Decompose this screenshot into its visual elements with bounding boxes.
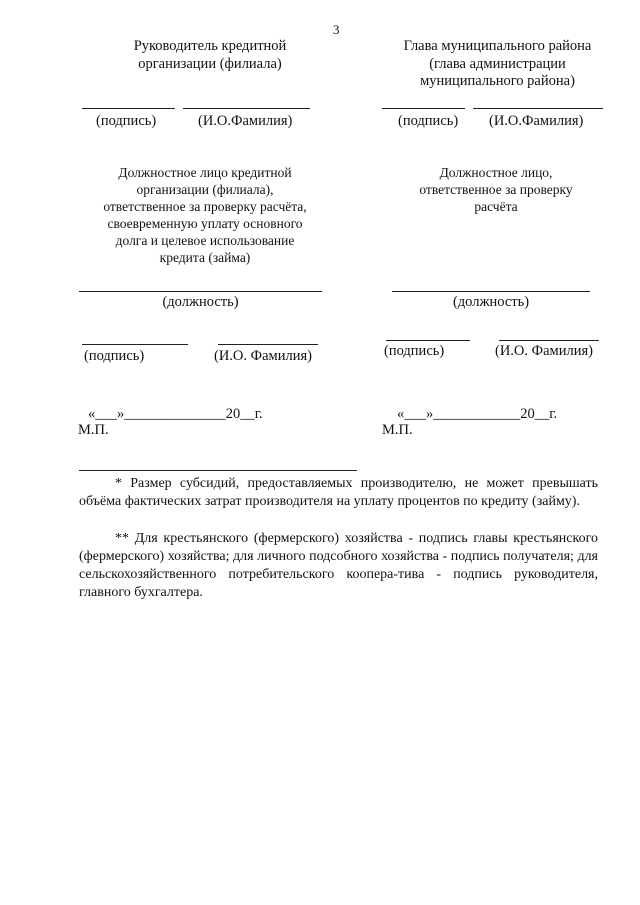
left-official-line: Должностное лицо кредитной [118, 165, 292, 180]
left-position-label: (должность) [162, 294, 239, 310]
left-official-line: своевременную уплату основного [107, 216, 303, 231]
right-head-line: муниципального района) [420, 73, 575, 89]
left-date-line: «___»______________20__г. [88, 406, 263, 422]
left-sign-label: (подпись) [96, 113, 157, 129]
left-name-line [183, 108, 310, 109]
left-position-line [79, 291, 322, 292]
left-official-block [70, 164, 340, 266]
right-sign-line [382, 108, 465, 109]
right-name-label: (И.О.Фамилия) [489, 113, 584, 129]
right-sign-line-2 [386, 340, 470, 341]
right-position-line [392, 291, 590, 292]
left-sign-line-2 [82, 344, 188, 345]
left-name-label-2: (И.О. Фамилия) [214, 348, 312, 364]
left-name-line-2 [218, 344, 318, 345]
right-name-line [473, 108, 603, 109]
right-official-line: Должностное лицо, [439, 165, 553, 180]
right-sign-label: (подпись) [398, 113, 459, 129]
left-head-line: Руководитель кредитной [133, 38, 287, 54]
left-name-label: (И.О.Фамилия) [198, 113, 293, 129]
left-head-line: организации (филиала) [138, 55, 282, 72]
right-official-line: ответственное за проверку [419, 182, 573, 197]
right-head-line: Глава муниципального района [403, 38, 592, 54]
right-date-line: «___»____________20__г. [397, 406, 558, 422]
right-name-label-2: (И.О. Фамилия) [495, 343, 593, 359]
footnote-1: * Размер субсидий, предоставляемых производителю, не может превышать объёма фактических затрат производителя на уплату процентов по кредиту (займу). [79, 476, 598, 509]
left-stamp: М.П. [78, 422, 109, 438]
right-position-label: (должность) [452, 294, 530, 310]
left-head-title [80, 38, 340, 73]
footnote-separator [79, 470, 357, 471]
left-official-line: ответственное за проверку расчёта, [103, 199, 307, 214]
right-head-title [375, 38, 620, 91]
footnote-2: ** Для крестьянского (фермерского) хозяйства - подпись главы крестьянского (фермерского) хозяйства; для личного подсобного хозяйства - подпись получателя; для сельскохозяйственного потребительского коопера-тива - подпись руководителя, главного бухгалтера. [79, 531, 598, 600]
right-official-line: расчёта [474, 199, 518, 214]
left-sign-label-2: (подпись) [84, 348, 145, 364]
right-head-line: (глава администрации [429, 55, 566, 72]
left-official-line: долга и целевое использование [115, 233, 295, 248]
left-official-line: организации (филиала), [136, 182, 274, 197]
left-sign-line [82, 108, 175, 109]
page-number: 3 [333, 22, 340, 37]
right-stamp: М.П. [382, 422, 413, 438]
right-name-line-2 [499, 340, 599, 341]
right-official-block [380, 164, 612, 215]
right-sign-label-2: (подпись) [384, 343, 445, 359]
left-official-line: кредита (займа) [159, 250, 251, 265]
